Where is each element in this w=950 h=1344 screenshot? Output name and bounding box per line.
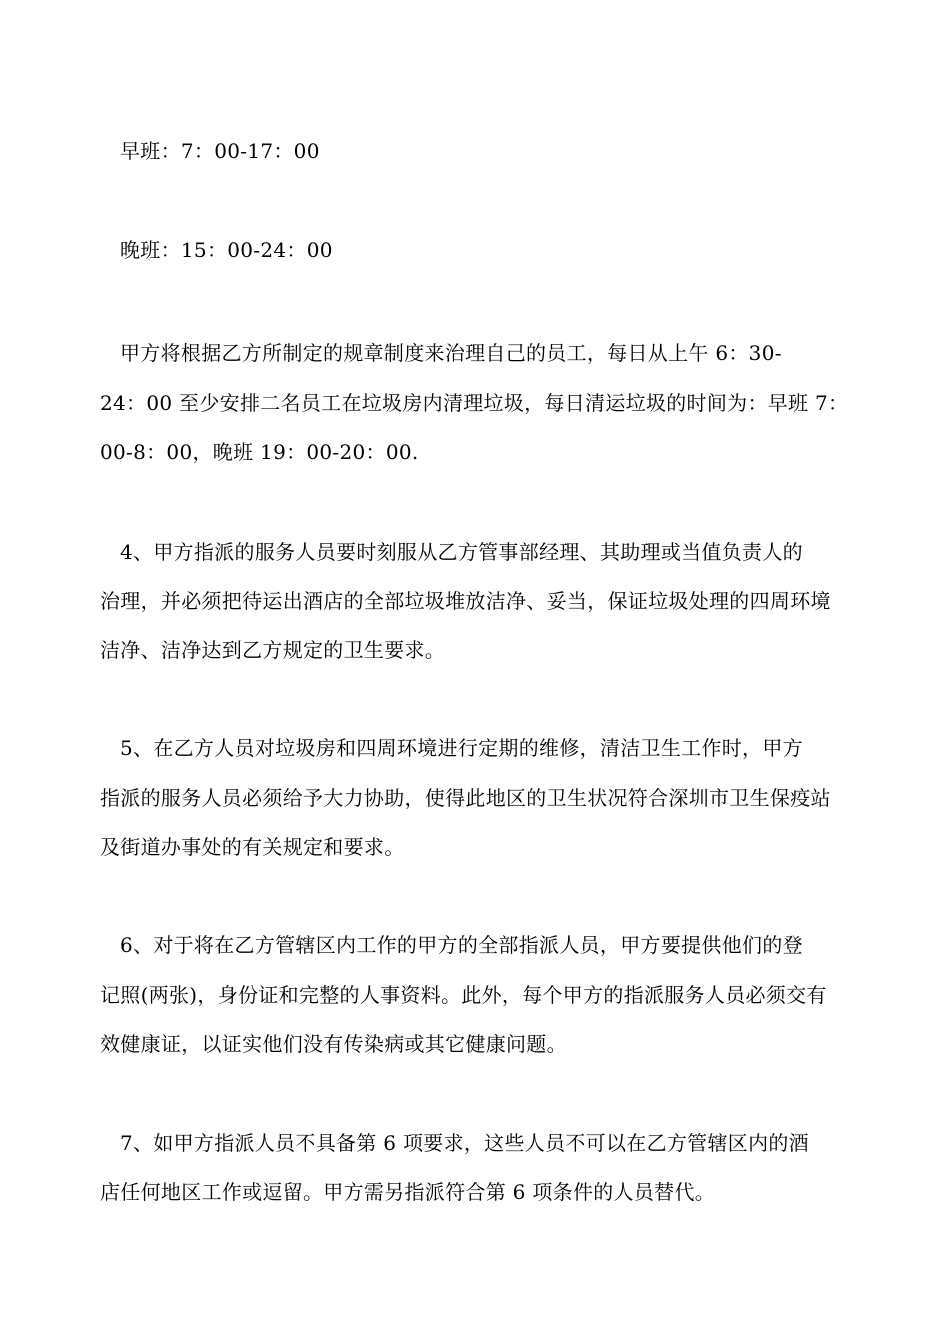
item-7-line-1: 7、如甲方指派人员不具备第 6 项要求，这些人员不可以在乙方管辖区内的酒 xyxy=(120,1131,809,1155)
schedule-paragraph-line-2: 24：00 至少安排二名员工在垃圾房内清理垃圾，每日清运垃圾的时间为：早班 7： xyxy=(100,391,849,415)
schedule-paragraph-line-1: 甲方将根据乙方所制定的规章制度来治理自己的员工，每日从上午 6：30- xyxy=(120,341,782,365)
item-4-line-3: 洁净、洁净达到乙方规定的卫生要求。 xyxy=(100,638,446,662)
item-4-line-1: 4、甲方指派的服务人员要时刻服从乙方管事部经理、其助理或当值负责人的 xyxy=(120,540,803,564)
item-5-line-2: 指派的服务人员必须给予大力协助，使得此地区的卫生状况符合深圳市卫生保疫站 xyxy=(100,786,831,810)
item-6-line-1: 6、对于将在乙方管辖区内工作的甲方的全部指派人员，甲方要提供他们的登 xyxy=(120,933,803,957)
shift-evening-text: 晚班：15：00-24：00 xyxy=(120,238,333,262)
item-7-line-2: 店任何地区工作或逗留。甲方需另指派符合第 6 项条件的人员替代。 xyxy=(100,1180,716,1204)
shift-morning-text: 早班：7：00-17：00 xyxy=(120,139,320,163)
item-6-line-3: 效健康证，以证实他们没有传染病或其它健康问题。 xyxy=(100,1032,567,1056)
item-4-line-2: 治理，并必须把待运出酒店的全部垃圾堆放洁净、妥当，保证垃圾处理的四周环境 xyxy=(100,589,831,613)
item-5-line-1: 5、在乙方人员对垃圾房和四周环境进行定期的维修，清洁卫生工作时，甲方 xyxy=(120,736,803,760)
item-5-line-3: 及街道办事处的有关规定和要求。 xyxy=(100,835,405,859)
schedule-paragraph-line-3: 00-8：00，晚班 19：00-20：00. xyxy=(100,440,419,464)
item-6-line-2: 记照(两张)，身份证和完整的人事资料。此外，每个甲方的指派服务人员必须交有 xyxy=(100,983,827,1007)
